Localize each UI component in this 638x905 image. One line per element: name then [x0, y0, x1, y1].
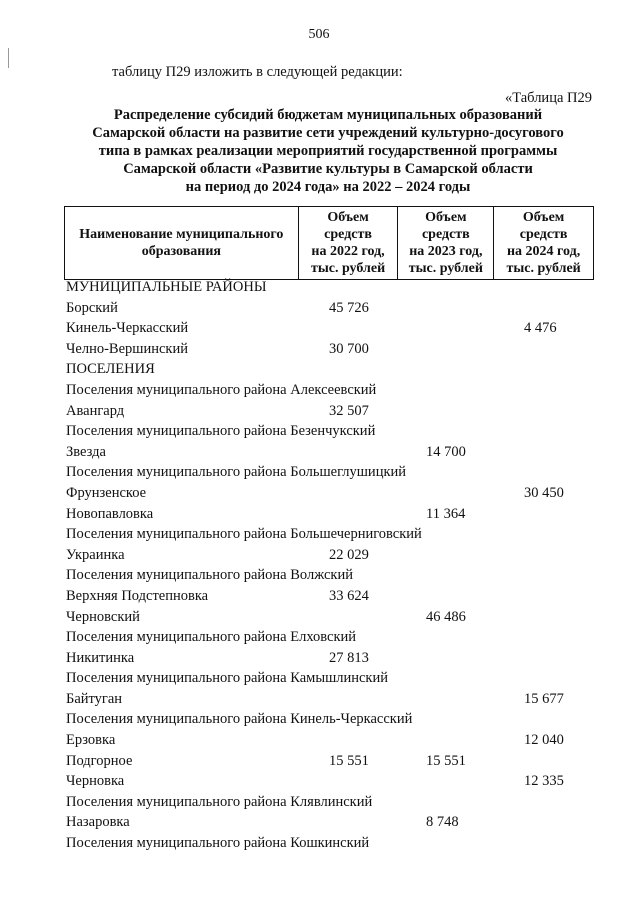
municipality-name: Поселения муниципального района Большечерниговский	[66, 526, 422, 543]
table-row	[66, 403, 596, 424]
table-row	[66, 794, 596, 815]
value-2023: 15 551	[426, 752, 466, 769]
value-2022: 15 551	[329, 752, 369, 769]
municipality-name: Черновка	[66, 773, 125, 790]
value-2022: 33 624	[329, 587, 369, 604]
table-row	[66, 341, 596, 362]
table-reference: «Таблица П29	[505, 90, 592, 106]
municipality-name: Звезда	[66, 443, 106, 460]
table-row	[66, 279, 596, 300]
title-line: Самарской области на развитие сети учреждений культурно-досугового	[92, 125, 564, 141]
municipality-name: Поселения муниципального района Кинель-Черкасский	[66, 711, 413, 728]
title-line: Распределение субсидий бюджетам муниципальных образований	[113, 107, 543, 123]
intro-text: таблицу П29 изложить в следующей редакции:	[112, 64, 403, 80]
value-2022: 22 029	[329, 546, 369, 563]
table-row	[66, 650, 596, 671]
table-header	[64, 206, 594, 280]
table-body	[66, 279, 596, 856]
header-municipality: Наименование муниципального образования	[65, 207, 299, 280]
table-row	[66, 320, 596, 341]
value-2024: 4 476	[524, 320, 557, 337]
table-row	[66, 485, 596, 506]
value-2023: 14 700	[426, 443, 466, 460]
value-2023: 11 364	[426, 505, 466, 522]
municipality-name: Фрунзенское	[66, 484, 147, 501]
table-row	[66, 506, 596, 527]
municipality-name: Поселения муниципального района Камышлинский	[66, 670, 388, 687]
value-2023: 46 486	[426, 608, 466, 625]
municipality-name: Ерзовка	[66, 732, 116, 749]
municipality-name: Черновский	[66, 608, 140, 625]
municipality-name: Никитинка	[66, 649, 135, 666]
value-2022: 45 726	[329, 299, 369, 316]
table-row	[66, 361, 596, 382]
table-row	[66, 814, 596, 835]
municipality-name: Поселения муниципального района Алексеевский	[66, 381, 377, 398]
table-row	[66, 773, 596, 794]
value-2024: 15 677	[524, 690, 564, 707]
table-row	[66, 588, 596, 609]
municipality-name: Поселения муниципального района Волжский	[66, 567, 353, 584]
municipality-name: Байтуган	[66, 690, 123, 707]
table-row	[66, 547, 596, 568]
municipality-name: Кинель-Черкасский	[66, 320, 189, 337]
municipality-name: МУНИЦИПАЛЬНЫЕ РАЙОНЫ	[66, 279, 267, 295]
municipality-name: Поселения муниципального района Елховский	[66, 629, 357, 646]
value-2022: 32 507	[329, 402, 369, 419]
title-line: типа в рамках реализации мероприятий государственной программы	[98, 143, 558, 159]
table-row	[66, 444, 596, 465]
municipality-name: ПОСЕЛЕНИЯ	[66, 361, 155, 378]
table-row	[66, 300, 596, 321]
municipality-name: Челно-Вершинский	[66, 340, 188, 357]
municipality-name: Подгорное	[66, 752, 133, 769]
table-row	[66, 670, 596, 691]
table-row	[66, 732, 596, 753]
title-line: на период до 2024 года» на 2022 – 2024 годы	[185, 179, 471, 195]
table-row	[66, 526, 596, 547]
municipality-name: Верхняя Подстепновка	[66, 587, 209, 604]
municipality-name: Назаровка	[66, 814, 130, 831]
title-line: Самарской области «Развитие культуры в Самарской области	[123, 161, 533, 177]
table-row	[66, 835, 596, 856]
value-2024: 12 335	[524, 773, 564, 790]
table-row	[66, 567, 596, 588]
municipality-name: Украинка	[66, 546, 125, 563]
value-2023: 8 748	[426, 814, 459, 831]
table-row	[66, 464, 596, 485]
municipality-name: Поселения муниципального района Безенчукский	[66, 423, 376, 440]
document-title	[60, 106, 596, 196]
municipality-name: Поселения муниципального района Кошкинский	[66, 835, 370, 852]
page-number: 506	[308, 27, 330, 42]
header-2022: Объем средств на 2022 год, тыс. рублей	[298, 207, 398, 280]
value-2024: 30 450	[524, 484, 564, 501]
table-row	[66, 753, 596, 774]
header-2023: Объем средств на 2023 год, тыс. рублей	[398, 207, 494, 280]
municipality-name: Борский	[66, 299, 118, 316]
value-2022: 30 700	[329, 340, 369, 357]
table-row	[66, 382, 596, 403]
table-row	[66, 629, 596, 650]
table-row	[66, 609, 596, 630]
municipality-name: Авангард	[66, 402, 125, 419]
margin-mark	[8, 48, 9, 68]
table-row	[66, 423, 596, 444]
municipality-name: Поселения муниципального района Клявлинский	[66, 793, 373, 810]
municipality-name: Поселения муниципального района Большеглушицкий	[66, 464, 407, 481]
table-row	[66, 711, 596, 732]
municipality-name: Новопавловка	[66, 505, 154, 522]
table-row	[66, 691, 596, 712]
value-2022: 27 813	[329, 649, 369, 666]
value-2024: 12 040	[524, 732, 564, 749]
header-2024: Объем средств на 2024 год, тыс. рублей	[494, 207, 594, 280]
